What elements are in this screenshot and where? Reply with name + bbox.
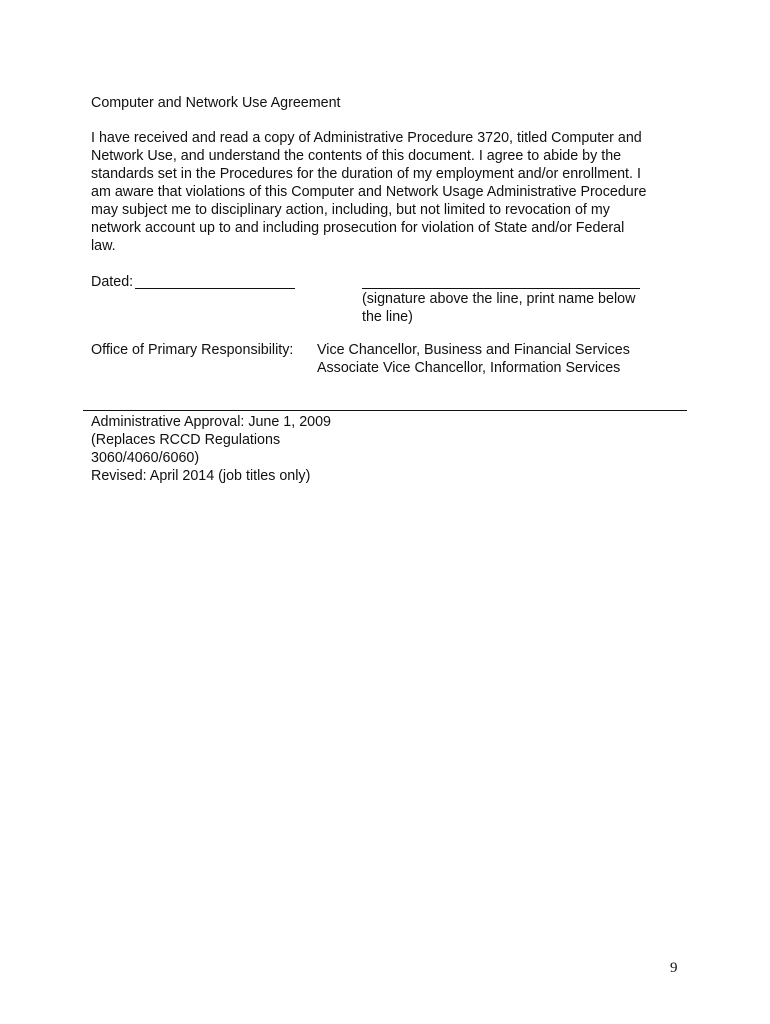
office-label: Office of Primary Responsibility: [91, 342, 294, 358]
page-number: 9 [670, 960, 678, 976]
agreement-paragraph [91, 129, 691, 255]
office-values [317, 341, 630, 377]
approval-line: Revised: April 2014 (job titles only) [91, 468, 311, 484]
paragraph-line: I have received and read a copy of Administrative Procedure 3720, titled Computer and [91, 130, 642, 146]
signature-caption-line: the line) [362, 309, 413, 325]
approval-line: 3060/4060/6060) [91, 450, 200, 466]
office-value: Associate Vice Chancellor, Information Services [317, 360, 621, 376]
agreement-title: Computer and Network Use Agreement [91, 95, 341, 111]
office-value: Vice Chancellor, Business and Financial Services [317, 342, 630, 358]
paragraph-line: network account up to and including prosecution for violation of State and/or Federal [91, 220, 625, 236]
signature-caption [362, 290, 635, 326]
paragraph-line: may subject me to disciplinary action, including, but not limited to revocation of my [91, 202, 610, 218]
signature-caption-line: (signature above the line, print name below [362, 291, 636, 307]
approval-line: Administrative Approval: June 1, 2009 [91, 414, 332, 430]
approval-line: (Replaces RCCD Regulations [91, 432, 281, 448]
signature-line [362, 288, 640, 289]
paragraph-line: am aware that violations of this Computer and Network Usage Administrative Procedure [91, 184, 647, 200]
approval-block [91, 413, 331, 485]
date-blank-line [135, 288, 295, 289]
paragraph-line: standards set in the Procedures for the duration of my employment and/or enrollment. I [91, 166, 641, 182]
paragraph-line: Network Use, and understand the contents of this document. I agree to abide by the [91, 148, 622, 164]
paragraph-line: law. [91, 238, 116, 254]
horizontal-rule [83, 410, 687, 411]
dated-label: Dated: [91, 274, 134, 290]
